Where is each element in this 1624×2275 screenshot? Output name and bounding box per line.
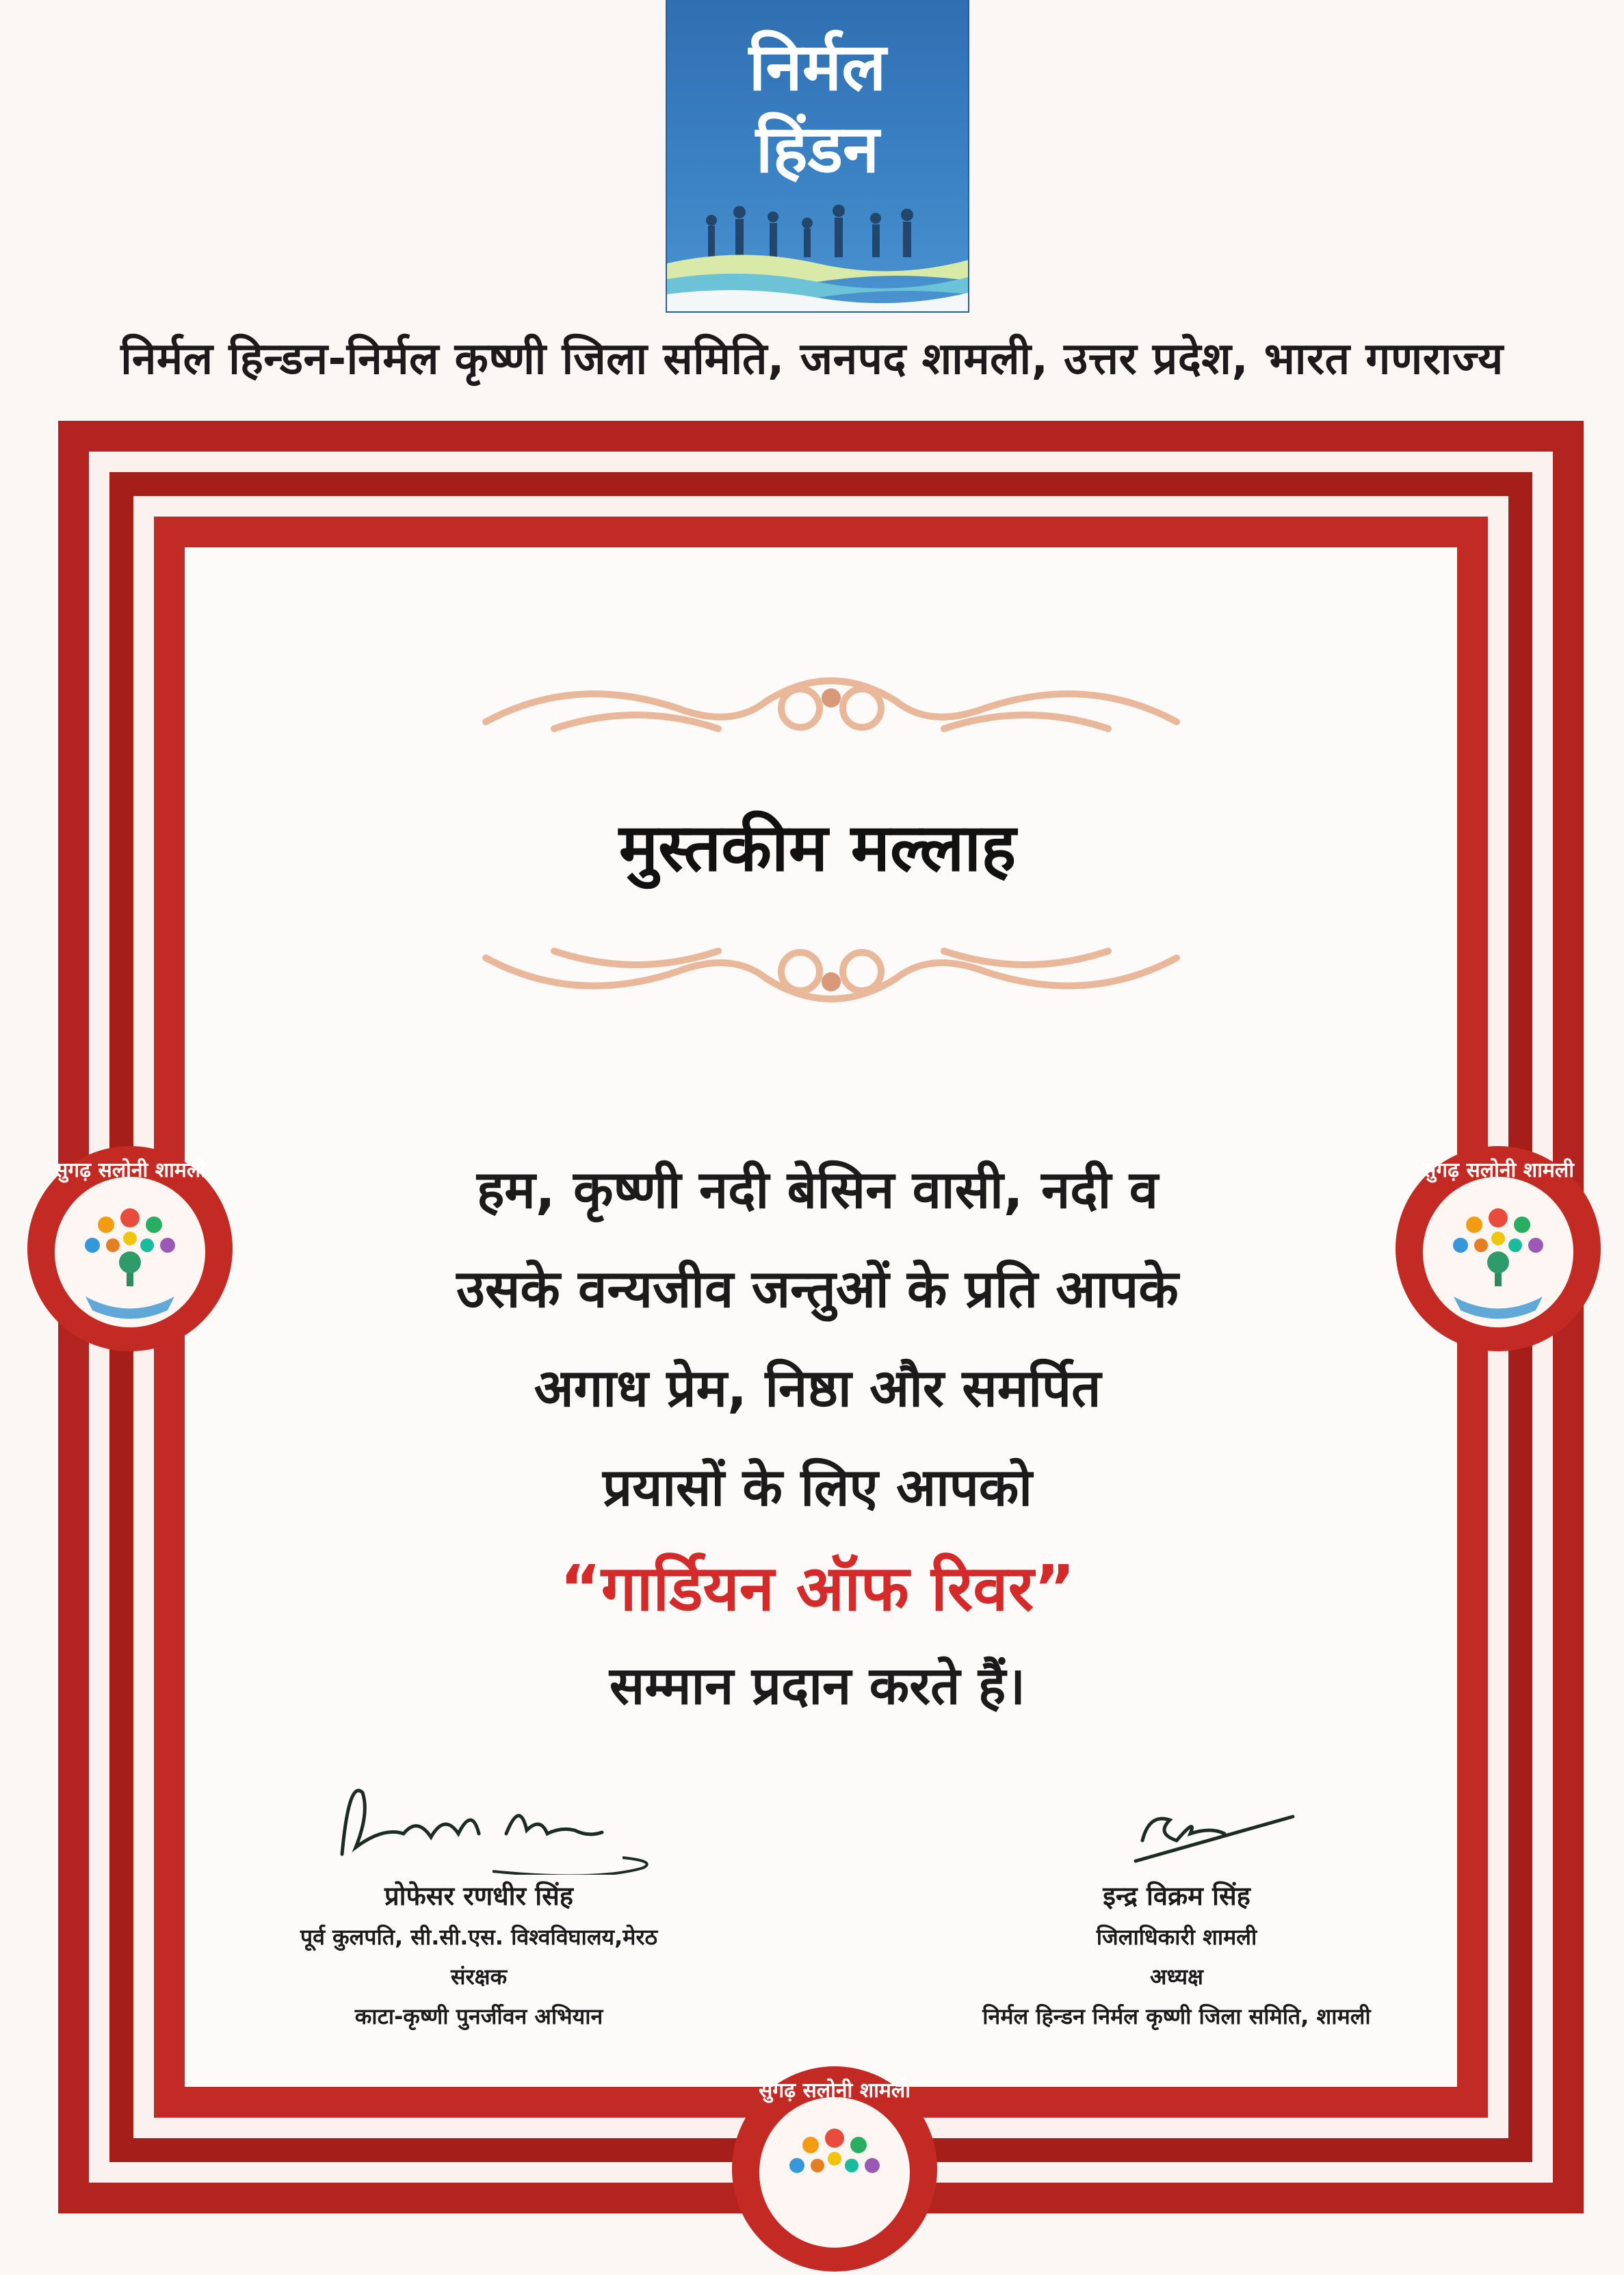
citation-line-1: हम, कृष्णी नदी बेसिन वासी, नदी व <box>476 1159 1159 1220</box>
right-signatory-role: अध्यक्ष <box>1150 1964 1203 1990</box>
recipient-name: मुस्तकीम मल्लाह <box>618 809 1017 886</box>
left-signatory-role: संरक्षक <box>450 1964 508 1990</box>
citation-line-3: अगाध प्रेम, निष्ठा और समर्पित <box>534 1357 1101 1418</box>
award-title: “गार्डियन ऑफ रिवर” <box>560 1552 1075 1625</box>
logo-text-line2: हिंडन <box>755 111 880 187</box>
sugarh-saloni-seal <box>1392 1143 1604 1355</box>
top-scroll-ornament <box>472 660 1190 749</box>
logo-text-line1: निर्मल <box>748 29 887 105</box>
sugarh-saloni-seal <box>24 1143 236 1355</box>
left-signatory-campaign: काटा-कृष्णी पुनर्जीवन अभियान <box>354 2003 603 2029</box>
left-signatory-name: प्रोफेसर रणधीर सिंह <box>384 1881 573 1911</box>
organization-header: निर्मल हिन्डन-निर्मल कृष्णी जिला समिति, जनपद शामली, उत्तर प्रदेश, भारत गणराज्य <box>120 334 1504 385</box>
seal-caption: सुगढ़ सलोनी शामली <box>54 1158 206 1182</box>
citation-line-4: प्रयासों के लिए आपको <box>603 1457 1032 1518</box>
right-signatory-committee: निर्मल हिन्डन निर्मल कृष्णी जिला समिति, शामली <box>982 2003 1371 2029</box>
seal-caption: सुगढ़ सलोनी शामली <box>1422 1158 1574 1182</box>
handwritten-signature <box>301 1752 657 1875</box>
right-signatory-title: जिलाधिकारी शामली <box>1096 1924 1257 1950</box>
left-signatory <box>219 1752 739 2036</box>
bottom-scroll-ornament <box>472 931 1190 1019</box>
sugarh-saloni-seal <box>729 2063 941 2275</box>
nirmal-hindan-logo <box>667 0 968 311</box>
seal-caption: सुगढ़ सलोनी शामली <box>759 2079 911 2103</box>
river-people-illustration <box>667 198 968 311</box>
left-signatory-title: पूर्व कुलपति, सी.सी.एस. विश्वविघालय,मेरठ <box>300 1924 658 1950</box>
right-signatory <box>882 1752 1471 2036</box>
handwritten-signature <box>1033 1752 1320 1875</box>
citation-line-2: उसके वन्यजीव जन्तुओं के प्रति आपके <box>456 1258 1179 1319</box>
citation-closing-line: सम्मान प्रदान करते हैं। <box>609 1655 1026 1716</box>
right-signatory-name: इन्द्र विक्रम सिंह <box>1103 1881 1250 1911</box>
